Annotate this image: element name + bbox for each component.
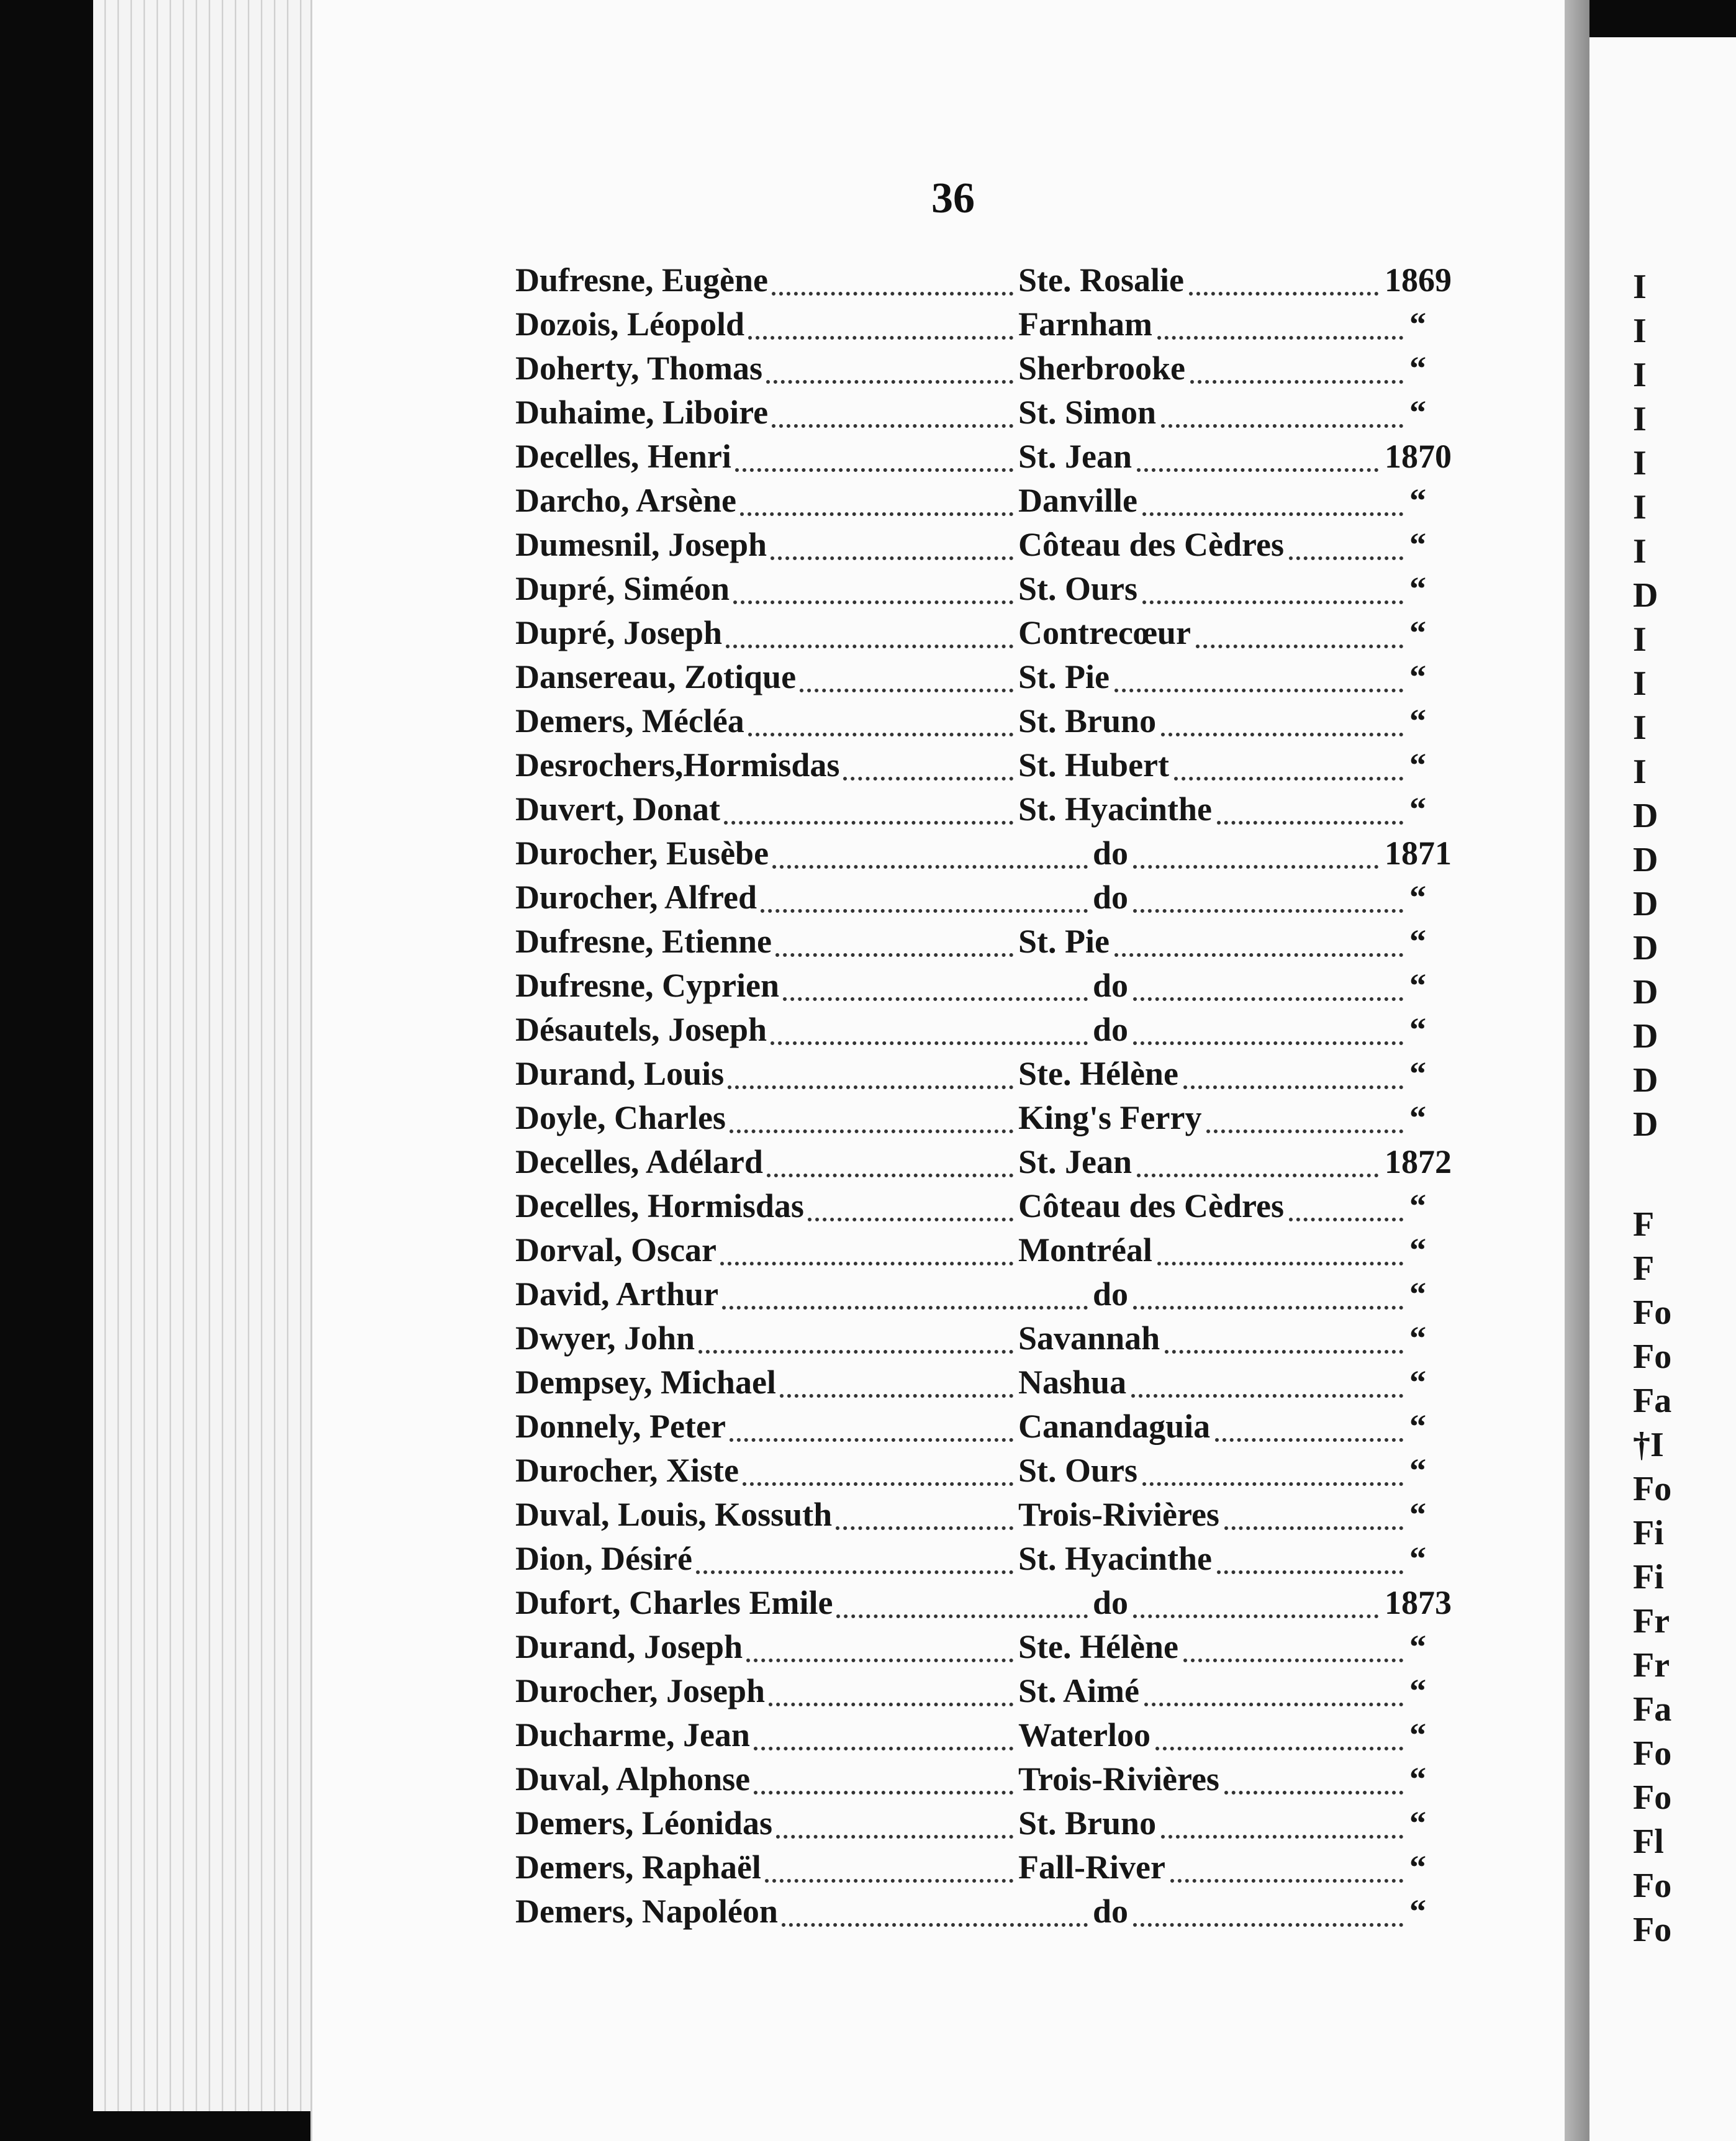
dot-leader <box>1157 1256 1403 1265</box>
entry-name: Dufresne, Cyprien <box>515 967 779 1004</box>
entry-name: Désautels, Joseph <box>515 1011 767 1048</box>
adjacent-page-letter: I <box>1633 400 1647 438</box>
entry-place: Canandaguia <box>1018 1408 1211 1445</box>
register-entry <box>515 1054 1472 1098</box>
entry-name: Duval, Alphonse <box>515 1760 751 1798</box>
adjacent-page-letter: Fa <box>1633 1382 1672 1420</box>
dot-leader <box>1224 1785 1403 1795</box>
entry-place: St. Aimé <box>1018 1672 1139 1709</box>
entry-name: Dorval, Oscar <box>515 1231 717 1269</box>
dot-leader <box>1161 1829 1403 1839</box>
entry-year: “ <box>1409 1672 1426 1709</box>
dot-leader <box>772 859 1088 869</box>
entry-name: Dupré, Siméon <box>515 570 730 607</box>
adjacent-page-letter: I <box>1633 488 1647 527</box>
adjacent-page-letter: †I <box>1633 1426 1664 1464</box>
dot-leader <box>765 1873 1013 1883</box>
entry-year: 1873 <box>1385 1584 1452 1621</box>
dot-leader <box>1289 1211 1403 1221</box>
adjacent-page-letter: D <box>1633 841 1658 879</box>
entry-place: Contrecœur <box>1018 614 1191 651</box>
dot-leader <box>746 1652 1013 1662</box>
entry-year: “ <box>1409 1275 1426 1313</box>
entry-name: Dion, Désiré <box>515 1540 692 1577</box>
dot-leader <box>1133 859 1378 869</box>
dot-leader <box>1196 638 1403 648</box>
entry-place: Farnham <box>1018 306 1152 343</box>
entry-place: St. Pie <box>1018 658 1110 695</box>
entry-place: St. Bruno <box>1018 702 1157 740</box>
entry-year: 1870 <box>1385 438 1452 475</box>
entry-year: “ <box>1409 1540 1426 1577</box>
adjacent-page-letter: D <box>1633 1061 1658 1100</box>
entry-place: St. Ours <box>1018 570 1138 607</box>
adjacent-page-letter: Fr <box>1633 1646 1670 1685</box>
entry-place: do <box>1093 1275 1129 1313</box>
entry-place: Danville <box>1018 482 1138 519</box>
adjacent-page-letter: D <box>1633 929 1658 967</box>
entry-name: Doyle, Charles <box>515 1099 726 1136</box>
entry-year: “ <box>1409 1364 1426 1401</box>
adjacent-page-letter: I <box>1633 664 1647 703</box>
entry-name: Desrochers,Hormisdas <box>515 746 840 784</box>
register-entry <box>515 1716 1472 1760</box>
entry-year: “ <box>1409 879 1426 916</box>
entry-place: Côteau des Cèdres <box>1018 526 1284 563</box>
register-entry <box>515 1672 1472 1716</box>
entry-year: “ <box>1409 1319 1426 1357</box>
register-entry <box>515 1760 1472 1804</box>
entry-year: “ <box>1409 1099 1426 1136</box>
dot-leader <box>730 1432 1013 1442</box>
register-entry <box>515 261 1472 305</box>
entry-year: “ <box>1409 967 1426 1004</box>
dot-leader <box>728 1079 1013 1089</box>
entry-place: Trois-Rivières <box>1018 1496 1219 1533</box>
dot-leader <box>696 1564 1013 1574</box>
entry-year: “ <box>1409 923 1426 960</box>
adjacent-page-letter: D <box>1633 973 1658 1012</box>
entry-year: “ <box>1409 1628 1426 1665</box>
entry-name: Dansereau, Zotique <box>515 658 797 695</box>
dot-leader <box>1174 771 1403 781</box>
dot-leader <box>1157 330 1403 340</box>
register-entry <box>515 1143 1472 1187</box>
entry-place: St. Jean <box>1018 438 1132 475</box>
entry-name: Demers, Mécléa <box>515 702 744 740</box>
register-entry <box>515 658 1472 702</box>
dot-leader <box>767 1167 1013 1177</box>
dot-leader <box>698 1344 1013 1354</box>
entry-place: St. Hyacinthe <box>1018 790 1213 828</box>
entry-place: do <box>1093 967 1129 1004</box>
register-entry <box>515 1451 1472 1495</box>
register-entry <box>515 1848 1472 1892</box>
dot-leader <box>1161 418 1403 428</box>
dot-leader <box>1224 1520 1403 1530</box>
entry-name: Dufresne, Etienne <box>515 923 772 960</box>
entry-place: King's Ferry <box>1018 1099 1202 1136</box>
entry-name: Decelles, Henri <box>515 438 731 475</box>
adjacent-page-letter: I <box>1633 268 1647 306</box>
register-entry <box>515 1495 1472 1539</box>
dot-leader <box>1217 1564 1403 1574</box>
dot-leader <box>1131 1388 1403 1398</box>
dot-leader <box>843 771 1013 781</box>
entry-year: 1871 <box>1385 835 1452 872</box>
entry-place: Trois-Rivières <box>1018 1760 1219 1798</box>
entry-name: Durocher, Joseph <box>515 1672 766 1709</box>
dot-leader <box>800 682 1013 692</box>
entry-year: 1872 <box>1385 1143 1452 1180</box>
dot-leader <box>730 1123 1013 1133</box>
entry-name: Doherty, Thomas <box>515 350 763 387</box>
entry-place: St. Pie <box>1018 923 1110 960</box>
entry-place: do <box>1093 835 1129 872</box>
adjacent-page-letter: D <box>1633 885 1658 923</box>
entry-name: Ducharme, Jean <box>515 1716 750 1754</box>
entry-year: “ <box>1409 1760 1426 1798</box>
dot-leader <box>733 594 1013 604</box>
entry-name: Demers, Raphaël <box>515 1849 761 1886</box>
stacked-page-edges <box>93 0 335 2111</box>
adjacent-page-letter: I <box>1633 708 1647 747</box>
entry-place: Nashua <box>1018 1364 1127 1401</box>
entry-year: “ <box>1409 1893 1426 1930</box>
entry-name: David, Arthur <box>515 1275 719 1313</box>
entry-name: Durocher, Eusèbe <box>515 835 769 872</box>
entry-year: “ <box>1409 1716 1426 1754</box>
entry-name: Durand, Louis <box>515 1055 725 1092</box>
entry-place: do <box>1093 1893 1129 1930</box>
dot-leader <box>1133 1035 1403 1045</box>
dot-leader <box>1142 594 1403 604</box>
register-entry <box>515 1010 1472 1054</box>
dot-leader <box>1183 1079 1403 1089</box>
adjacent-page-letter: Fo <box>1633 1734 1672 1773</box>
entry-name: Donnely, Peter <box>515 1408 726 1445</box>
dot-leader <box>1190 374 1403 384</box>
adjacent-page-letter: I <box>1633 620 1647 659</box>
entry-year: “ <box>1409 570 1426 607</box>
entry-name: Demers, Léonidas <box>515 1804 772 1842</box>
entry-year: “ <box>1409 1055 1426 1092</box>
book-gutter <box>1565 0 1589 2141</box>
register-entry <box>515 746 1472 790</box>
entry-year: “ <box>1409 1231 1426 1269</box>
dot-leader <box>1215 1432 1403 1442</box>
register-entry <box>515 481 1472 525</box>
adjacent-page-letter: I <box>1633 356 1647 394</box>
entry-place: Fall-River <box>1018 1849 1165 1886</box>
register-entry <box>515 1275 1472 1319</box>
dot-leader <box>1137 1167 1378 1177</box>
dot-leader <box>1170 1873 1403 1883</box>
register-entry <box>515 790 1472 834</box>
entry-year: “ <box>1409 394 1426 431</box>
dot-leader <box>720 1256 1013 1265</box>
adjacent-page-letter: I <box>1633 312 1647 350</box>
register-entry <box>515 525 1472 569</box>
adjacent-page-letter: D <box>1633 797 1658 835</box>
dot-leader <box>735 462 1013 472</box>
entry-year: “ <box>1409 790 1426 828</box>
entry-place: St. Jean <box>1018 1143 1132 1180</box>
dot-leader <box>783 991 1088 1001</box>
entry-year: “ <box>1409 658 1426 695</box>
dot-leader <box>771 1035 1088 1045</box>
entry-place: St. Hyacinthe <box>1018 1540 1213 1577</box>
register-entry <box>515 702 1472 746</box>
entry-name: Dumesnil, Joseph <box>515 526 767 563</box>
dot-leader <box>808 1211 1013 1221</box>
entry-name: Decelles, Adélard <box>515 1143 763 1180</box>
dot-leader <box>1144 1696 1403 1706</box>
register-entry <box>515 1407 1472 1451</box>
dot-leader <box>1142 1476 1403 1486</box>
register-entry <box>515 569 1472 613</box>
dot-leader <box>1217 815 1403 825</box>
adjacent-page-letter: Fi <box>1633 1514 1664 1552</box>
adjacent-page-letter: Fo <box>1633 1338 1672 1376</box>
adjacent-page-letter: Fa <box>1633 1690 1672 1729</box>
adjacent-page-letter: F <box>1633 1249 1655 1288</box>
adjacent-page-letter: Fo <box>1633 1293 1672 1332</box>
dot-leader <box>1189 286 1378 296</box>
entry-place: do <box>1093 879 1129 916</box>
entry-year: “ <box>1409 1011 1426 1048</box>
entry-year: “ <box>1409 614 1426 651</box>
entry-place: do <box>1093 1011 1129 1048</box>
register-entry <box>515 966 1472 1010</box>
register-entry <box>515 1363 1472 1407</box>
entry-year: “ <box>1409 702 1426 740</box>
adjacent-page-letter: Fo <box>1633 1778 1672 1817</box>
entry-name: Durocher, Alfred <box>515 879 757 916</box>
entry-year: 1869 <box>1385 261 1452 299</box>
dot-leader <box>772 286 1013 296</box>
entry-year: “ <box>1409 1452 1426 1489</box>
dot-leader <box>1114 947 1403 957</box>
adjacent-page-letter: I <box>1633 532 1647 571</box>
dot-leader <box>1206 1123 1403 1133</box>
register-entry <box>515 393 1472 437</box>
adjacent-page-letter: Fo <box>1633 1867 1672 1905</box>
entry-year: “ <box>1409 482 1426 519</box>
register-entry <box>515 437 1472 481</box>
dot-leader <box>782 1917 1088 1927</box>
dot-leader <box>1161 726 1403 736</box>
entry-year: “ <box>1409 1187 1426 1224</box>
register-entry <box>515 834 1472 878</box>
entry-year: “ <box>1409 1496 1426 1533</box>
adjacent-page-letter: Fl <box>1633 1822 1664 1861</box>
adjacent-page-letter: I <box>1633 753 1647 791</box>
adjacent-page-letter: D <box>1633 1105 1658 1144</box>
register-entries <box>515 261 1472 1936</box>
register-entry <box>515 349 1472 393</box>
dot-leader <box>1289 550 1403 560</box>
dot-leader <box>771 550 1013 560</box>
dot-leader <box>754 1785 1013 1795</box>
entry-name: Duvert, Donat <box>515 790 720 828</box>
entry-year: “ <box>1409 1408 1426 1445</box>
register-entry <box>515 878 1472 922</box>
register-entry <box>515 1539 1472 1583</box>
dot-leader <box>772 418 1013 428</box>
entry-name: Decelles, Hormisdas <box>515 1187 804 1224</box>
entry-year: “ <box>1409 746 1426 784</box>
adjacent-page-letter: D <box>1633 576 1658 615</box>
dot-leader <box>724 815 1013 825</box>
adjacent-page-letter: Fi <box>1633 1558 1664 1596</box>
dot-leader <box>743 1476 1013 1486</box>
dot-leader <box>1155 1740 1403 1750</box>
dot-leader <box>1142 506 1403 516</box>
dot-leader <box>1133 991 1403 1001</box>
entry-place: Côteau des Cèdres <box>1018 1187 1284 1224</box>
entry-name: Dozois, Léopold <box>515 306 745 343</box>
entry-name: Dufort, Charles Emile <box>515 1584 833 1621</box>
register-entry <box>515 1231 1472 1275</box>
entry-name: Duhaime, Liboire <box>515 394 769 431</box>
dot-leader <box>1114 682 1403 692</box>
register-entry <box>515 1627 1472 1672</box>
dot-leader <box>836 1520 1013 1530</box>
dot-leader <box>1133 903 1403 913</box>
entry-name: Demers, Napoléon <box>515 1893 778 1930</box>
register-entry <box>515 1098 1472 1143</box>
register-entry <box>515 1804 1472 1848</box>
dot-leader <box>1133 1300 1403 1310</box>
dot-leader <box>776 1829 1013 1839</box>
adjacent-page-letter: F <box>1633 1205 1655 1244</box>
register-entry <box>515 305 1472 349</box>
dot-leader <box>836 1608 1088 1618</box>
dot-leader <box>1133 1917 1403 1927</box>
entry-year: “ <box>1409 1849 1426 1886</box>
entry-place: Ste. Hélène <box>1018 1055 1178 1092</box>
dot-leader <box>740 506 1013 516</box>
entry-name: Duval, Louis, Kossuth <box>515 1496 833 1533</box>
dot-leader <box>766 374 1013 384</box>
entry-name: Dempsey, Michael <box>515 1364 776 1401</box>
entry-place: Ste. Rosalie <box>1018 261 1184 299</box>
entry-place: St. Ours <box>1018 1452 1138 1489</box>
entry-place: Savannah <box>1018 1319 1160 1357</box>
dot-leader <box>761 903 1088 913</box>
dot-leader <box>726 638 1013 648</box>
register-entry <box>515 922 1472 966</box>
entry-place: St. Simon <box>1018 394 1157 431</box>
register-entry <box>515 1319 1472 1363</box>
dot-leader <box>780 1388 1013 1398</box>
adjacent-page-letter: Fr <box>1633 1602 1670 1641</box>
dot-leader <box>769 1696 1013 1706</box>
register-entry <box>515 1583 1472 1627</box>
entry-name: Durand, Joseph <box>515 1628 743 1665</box>
entry-year: “ <box>1409 306 1426 343</box>
dot-leader <box>1133 1608 1378 1618</box>
entry-name: Darcho, Arsène <box>515 482 736 519</box>
register-entry <box>515 1892 1472 1936</box>
entry-year: “ <box>1409 1804 1426 1842</box>
page-number: 36 <box>931 174 975 222</box>
register-entry <box>515 613 1472 658</box>
entry-name: Dufresne, Eugène <box>515 261 769 299</box>
adjacent-page <box>1589 37 1736 2141</box>
dot-leader <box>748 330 1013 340</box>
entry-place: Sherbrooke <box>1018 350 1186 387</box>
entry-name: Dupré, Joseph <box>515 614 723 651</box>
dot-leader <box>1183 1652 1403 1662</box>
entry-place: Waterloo <box>1018 1716 1151 1754</box>
adjacent-page-letter: I <box>1633 444 1647 482</box>
adjacent-page-letter: D <box>1633 1017 1658 1056</box>
adjacent-page-letter: Fo <box>1633 1470 1672 1508</box>
adjacent-page-letter: Fo <box>1633 1911 1672 1949</box>
register-entry <box>515 1187 1472 1231</box>
dot-leader <box>1137 462 1378 472</box>
entry-place: do <box>1093 1584 1129 1621</box>
entry-year: “ <box>1409 350 1426 387</box>
entry-name: Durocher, Xiste <box>515 1452 739 1489</box>
entry-year: “ <box>1409 526 1426 563</box>
entry-place: St. Bruno <box>1018 1804 1157 1842</box>
dot-leader <box>754 1740 1013 1750</box>
dot-leader <box>722 1300 1088 1310</box>
entry-place: St. Hubert <box>1018 746 1169 784</box>
entry-place: Montréal <box>1018 1231 1152 1269</box>
entry-place: Ste. Hélène <box>1018 1628 1178 1665</box>
dot-leader <box>775 947 1013 957</box>
dot-leader <box>748 726 1013 736</box>
entry-name: Dwyer, John <box>515 1319 695 1357</box>
dot-leader <box>1165 1344 1403 1354</box>
